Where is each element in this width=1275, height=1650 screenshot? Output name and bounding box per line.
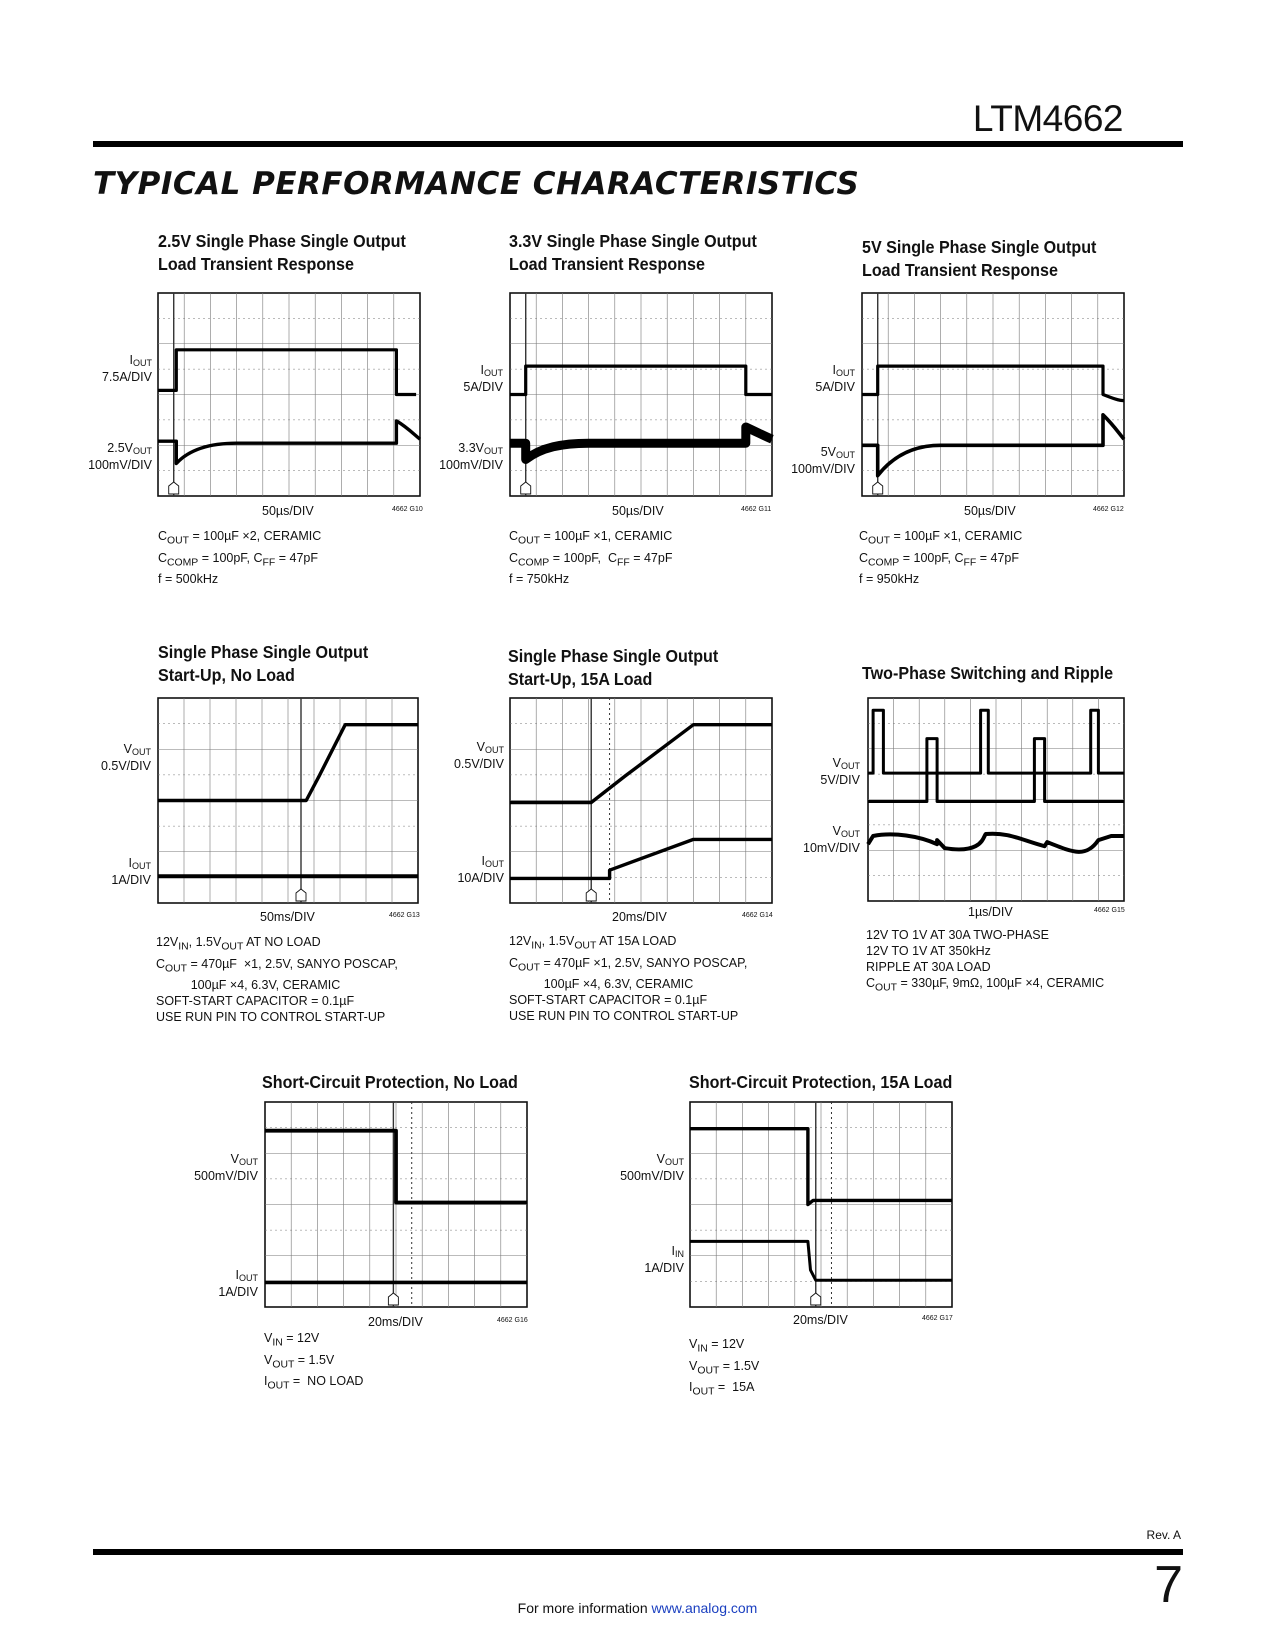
time-per-division: 50µs/DIV (612, 504, 664, 518)
channel-1-label: $V_{OUT}$ 500mV/DIV (620, 1152, 684, 1183)
figure-id: 4662 G12 (1093, 506, 1124, 513)
page-number: 7 (1154, 1556, 1183, 1614)
chart-title: Single Phase Single Output Start-Up, No Load (158, 642, 369, 685)
figure-id: 4662 G14 (742, 912, 773, 919)
figure-id: 4662 G10 (392, 506, 423, 513)
part-number: LTM4662 (972, 98, 1123, 139)
channel-2-label: $V_{OUT}$ 10mV/DIV (803, 824, 860, 855)
figure-id: 4662 G13 (389, 912, 420, 919)
time-per-division: 1µs/DIV (968, 905, 1013, 919)
header-rule (93, 141, 1183, 147)
time-per-division: 50ms/DIV (260, 910, 315, 924)
footer-rule (93, 1549, 1183, 1555)
test-conditions: $C_{OUT} = 100\mu F \times 1$, CERAMIC $C_{COMP} = 100pF$, $C_{FF} = 47pF$ f = 750kHz (509, 529, 673, 586)
oscilloscope-plot (862, 293, 1124, 496)
figure-id: 4662 G17 (922, 1315, 953, 1322)
chart-title: 5V Single Phase Single Output Load Transient Response (862, 237, 1097, 280)
oscilloscope-plot (158, 698, 418, 903)
oscilloscope-plot (868, 698, 1124, 901)
channel-2-label: $3.3V_{OUT}$ 100mV/DIV (439, 441, 503, 472)
chart-title: Short-Circuit Protection, 15A Load (689, 1072, 953, 1092)
figure-id: 4662 G11 (741, 506, 772, 513)
oscilloscope-plot (510, 293, 772, 496)
revision-label: Rev. A (1146, 1528, 1181, 1542)
channel-1-label: $V_{OUT}$ 0.5V/DIV (453, 740, 504, 771)
oscilloscope-plot (158, 293, 420, 496)
test-conditions: $C_{OUT} = 100\mu F \times 1$, CERAMIC $C_{COMP} = 100pF$, $C_{FF} = 47pF$ f = 950kHz (859, 529, 1023, 586)
time-per-division: 20ms/DIV (612, 910, 667, 924)
channel-1-label: $V_{OUT}$ 5V/DIV (820, 756, 860, 787)
test-conditions: $V_{IN} = 12V$ $V_{OUT} = 1.5V$ $I_{OUT}$ = NO LOAD (264, 1331, 364, 1392)
figure-id: 4662 G16 (497, 1317, 528, 1324)
channel-1-label: $I_{OUT}$ 7.5A/DIV (101, 353, 152, 384)
figure-id: 4662 G15 (1094, 907, 1125, 914)
time-per-division: 50µs/DIV (964, 504, 1016, 518)
chart-title: Short-Circuit Protection, No Load (262, 1072, 518, 1092)
chart-title: Two-Phase Switching and Ripple (862, 663, 1114, 683)
footer (0, 1600, 1275, 1616)
channel-1-label: $V_{OUT}$ 0.5V/DIV (100, 742, 151, 773)
oscilloscope-plot (265, 1102, 527, 1307)
chart-title: 2.5V Single Phase Single Output Load Transient Response (158, 231, 406, 274)
oscilloscope-plot (510, 698, 772, 903)
test-conditions: $C_{OUT} = 100\mu F \times 2$, CERAMIC $C_{COMP} = 100pF$, $C_{FF} = 47pF$ f = 500kHz (158, 529, 322, 586)
time-per-division: 20ms/DIV (368, 1315, 423, 1329)
chart-title: 3.3V Single Phase Single Output Load Transient Response (509, 231, 757, 274)
footer-link[interactable]: www.analog.com (651, 1600, 758, 1616)
channel-1-label: $I_{OUT}$ 5A/DIV (815, 363, 855, 394)
chart-title: Single Phase Single Output Start-Up, 15A Load (508, 646, 719, 689)
time-per-division: 50µs/DIV (262, 504, 314, 518)
channel-2-label: $I_{OUT}$ 1A/DIV (111, 856, 151, 887)
channel-1-label: $V_{OUT}$ 500mV/DIV (194, 1152, 258, 1183)
test-conditions: $12V_{IN}$, $1.5V_{OUT}$ AT NO LOAD $C_{OUT} = 470\mu F \times 1$, 2.5V, SANYO POSCAP, 100µF ×4, 6.3V, CERAMIC SOFT-START CAPACITOR = 0.1µF USE RUN PIN TO CONTROL START-UP (156, 935, 398, 1024)
channel-1-label: $I_{OUT}$ 5A/DIV (463, 363, 503, 394)
time-per-division: 20ms/DIV (793, 1313, 848, 1327)
channel-2-label: $I_{OUT}$ 10A/DIV (457, 854, 504, 885)
section-title: TYPICAL PERFORMANCE CHARACTERISTICS (93, 166, 860, 202)
footer-text: For more information (517, 1600, 652, 1616)
channel-2-label: $2.5V_{OUT}$ 100mV/DIV (88, 441, 152, 472)
test-conditions: $12V_{IN}$, $1.5V_{OUT}$ AT 15A LOAD $C_{OUT} = 470\mu F \times 1$, 2.5V, SANYO POSCAP, 100µF ×4, 6.3V, CERAMIC SOFT-START CAPACITOR = 0.1µF USE RUN PIN TO CONTROL START-UP (509, 934, 748, 1023)
oscilloscope-plot (690, 1102, 952, 1307)
test-conditions: 12V TO 1V AT 30A TWO-PHASE 12V TO 1V AT 350kHz RIPPLE AT 30A LOAD $C_{OUT} = 330\mu F$, 9mΩ, 100µF ×4, CERAMIC (866, 928, 1105, 994)
channel-2-label: $I_{IN}$ 1A/DIV (644, 1244, 684, 1275)
channel-2-label: $5V_{OUT}$ 100mV/DIV (791, 445, 855, 476)
test-conditions: $V_{IN} = 12V$ $V_{OUT} = 1.5V$ $I_{OUT} = 15A$ (689, 1337, 760, 1398)
channel-2-label: $I_{OUT}$ 1A/DIV (218, 1268, 258, 1299)
